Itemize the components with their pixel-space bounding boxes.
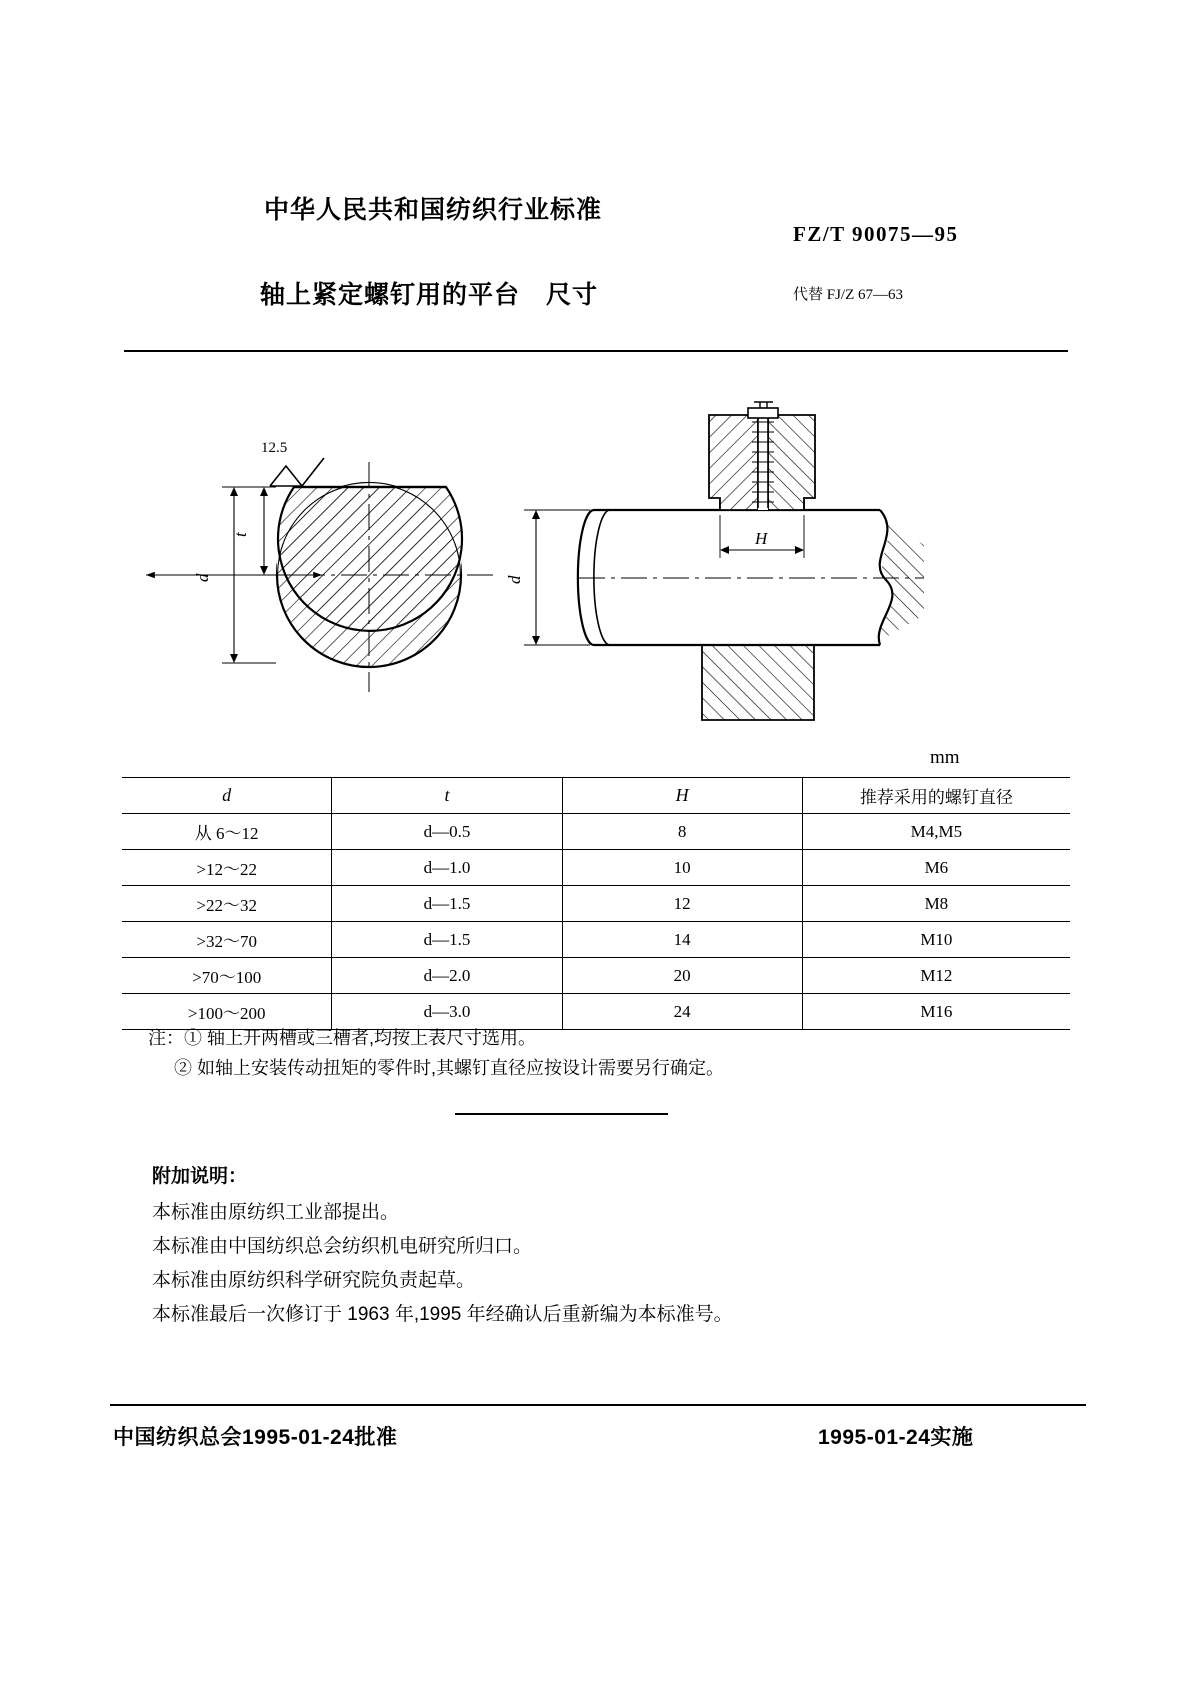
- cell-H: 12: [562, 886, 802, 922]
- addendum-line-1: 本标准由原纺织工业部提出。: [152, 1202, 400, 1223]
- addendum-line-2: 本标准由中国纺织总会纺织机电研究所归口。: [152, 1236, 533, 1257]
- standard-organization-title: 中华人民共和国纺织行业标准: [264, 196, 603, 224]
- replaces-standard-note: 代替 FJ/Z 67—63: [793, 287, 904, 303]
- column-header-H: H: [562, 778, 802, 814]
- dimension-table: [122, 777, 1070, 1030]
- footer-approval: 中国纺织总会1995-01-24批准: [113, 1426, 398, 1449]
- note-line-2: ② 如轴上安装传动扭矩的零件时,其螺钉直径应按设计需要另行确定。: [174, 1058, 724, 1078]
- unit-label: mm: [930, 747, 960, 768]
- column-header-screw-diameter: 推荐采用的螺钉直径: [802, 778, 1070, 814]
- cell-t: d—3.0: [332, 994, 562, 1030]
- cell-H: 24: [562, 994, 802, 1030]
- header-divider: [124, 350, 1068, 352]
- cell-d: 从 6～12: [122, 814, 332, 850]
- cell-screw: M16: [802, 994, 1070, 1030]
- cell-d: >32～70: [122, 922, 332, 958]
- cell-screw: M6: [802, 850, 1070, 886]
- cell-screw: M4,M5: [802, 814, 1070, 850]
- page-title: 轴上紧定螺钉用的平台 尺寸: [260, 281, 599, 309]
- table-row: [122, 814, 1070, 850]
- cell-d: >100～200: [122, 994, 332, 1030]
- cell-d: >12～22: [122, 850, 332, 886]
- addendum-section: [152, 1160, 733, 1332]
- table-notes: [148, 1023, 724, 1083]
- cell-H: 10: [562, 850, 802, 886]
- svg-text:12.5: 12.5: [261, 440, 288, 456]
- footer-implementation: 1995-01-24实施: [818, 1426, 974, 1449]
- column-header-d: d: [122, 778, 332, 814]
- cell-t: d—1.5: [332, 886, 562, 922]
- table-row: [122, 850, 1070, 886]
- addendum-title: 附加说明：: [152, 1166, 248, 1187]
- cell-d: >70～100: [122, 958, 332, 994]
- cell-screw: M10: [802, 922, 1070, 958]
- cell-H: 14: [562, 922, 802, 958]
- column-header-t: t: [332, 778, 562, 814]
- table-header-row: [122, 778, 1070, 814]
- cell-H: 8: [562, 814, 802, 850]
- standard-code: FZ/T 90075—95: [793, 222, 959, 246]
- cell-d: >22～32: [122, 886, 332, 922]
- addendum-line-3: 本标准由原纺织科学研究院负责起草。: [152, 1270, 476, 1291]
- cell-t: d—1.5: [332, 922, 562, 958]
- cell-H: 20: [562, 958, 802, 994]
- table-row: [122, 922, 1070, 958]
- technical-drawing: [124, 400, 1068, 730]
- cell-t: d—1.0: [332, 850, 562, 886]
- svg-text:d: d: [505, 575, 524, 584]
- footer-divider: [110, 1404, 1086, 1406]
- cell-screw: M12: [802, 958, 1070, 994]
- svg-text:d: d: [193, 573, 212, 582]
- addendum-line-4: 本标准最后一次修订于 1963 年,1995 年经确认后重新编为本标准号。: [152, 1304, 733, 1325]
- table-row: [122, 958, 1070, 994]
- cell-screw: M8: [802, 886, 1070, 922]
- table-row: [122, 886, 1070, 922]
- svg-text:H: H: [755, 529, 768, 548]
- note-line-1: 注：① 轴上开两槽或三槽者,均按上表尺寸选用。: [148, 1028, 536, 1048]
- section-divider: [455, 1113, 668, 1115]
- cell-t: d—2.0: [332, 958, 562, 994]
- cell-t: d—0.5: [332, 814, 562, 850]
- svg-text:t: t: [231, 532, 250, 537]
